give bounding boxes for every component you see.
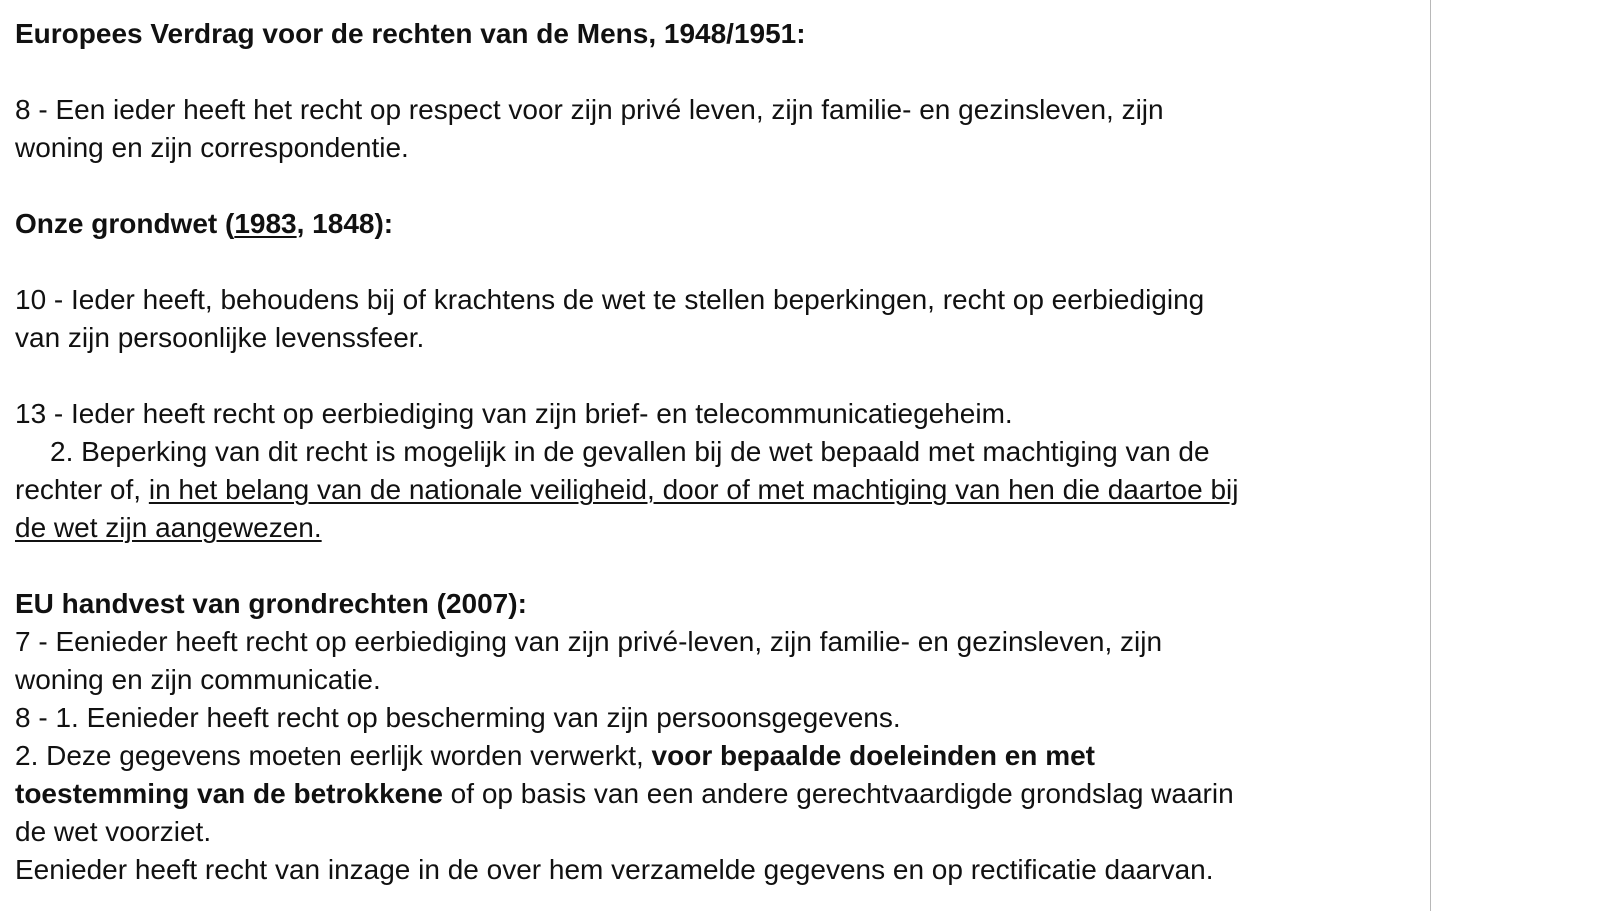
- grondwet-art10-line2: van zijn persoonlijke levenssfeer.: [15, 322, 425, 353]
- grondwet-heading-suffix: , 1848):: [296, 208, 394, 239]
- grondwet-heading-year: 1983: [234, 208, 297, 239]
- page-edge-divider: [1430, 0, 1431, 911]
- grondwet-art10-line1: 10 - Ieder heeft, behoudens bij of krachtens de wet te stellen beperkingen, recht op eerbiediging: [15, 284, 1205, 315]
- spacer: [15, 357, 1420, 395]
- spacer: [15, 547, 1420, 585]
- grondwet-art13-line4-underlined: de wet zijn aangewezen.: [15, 512, 322, 543]
- spacer: [15, 243, 1420, 281]
- grondwet-heading-prefix: Onze grondwet (: [15, 208, 235, 239]
- spacer: [15, 167, 1420, 205]
- spacer: [15, 53, 1420, 91]
- evrm-art8-line2: woning en zijn correspondentie.: [15, 132, 409, 163]
- eu-art8-line2-bold: voor bepaalde doeleinden en met: [651, 740, 1095, 771]
- eu-art8-line3: [15, 775, 1420, 813]
- grondwet-art13-line3: [15, 471, 1420, 509]
- eu-art8-line3-bold: toestemming van de betrokkene: [15, 778, 443, 809]
- grondwet-art13-line4: [15, 509, 1420, 547]
- eu-art7-line2: woning en zijn communicatie.: [15, 664, 381, 695]
- eu-art8-line1: 8 - 1. Eenieder heeft recht op bescherming van zijn persoonsgegevens.: [15, 702, 901, 733]
- evrm-art8-line1: 8 - Een ieder heeft het recht op respect voor zijn privé leven, zijn familie- en gezinsleven, zijn: [15, 94, 1164, 125]
- document-body: [15, 15, 1420, 889]
- grondwet-art13-line3-underlined: in het belang van de nationale veiligheid, door of met machtiging van hen die daartoe bij: [148, 474, 1239, 505]
- eu-heading: EU handvest van grondrechten (2007):: [15, 588, 527, 619]
- eu-art8-line2: [15, 737, 1420, 775]
- grondwet-art13-line1: 13 - Ieder heeft recht op eerbiediging van zijn brief- en telecommunicatiegeheim.: [15, 398, 1013, 429]
- grondwet-heading: [15, 205, 1420, 243]
- grondwet-art13-line3-plain: rechter of,: [15, 474, 149, 505]
- eu-art8-line4: de wet voorziet.: [15, 816, 212, 847]
- eu-art8-line2-plain: 2. Deze gegevens moeten eerlijk worden verwerkt,: [15, 740, 652, 771]
- eu-art8-line3-plain: of op basis van een andere gerechtvaardigde grondslag waarin: [442, 778, 1234, 809]
- eu-art7-line1: 7 - Eenieder heeft recht op eerbiediging van zijn privé-leven, zijn familie- en gezinsleven, zijn: [15, 626, 1163, 657]
- eu-art8-line5: Eenieder heeft recht van inzage in de over hem verzamelde gegevens en op rectificatie daarvan.: [15, 854, 1214, 885]
- grondwet-art13-line2: 2. Beperking van dit recht is mogelijk in de gevallen bij de wet bepaald met machtiging van de: [50, 436, 1210, 467]
- evrm-heading: Europees Verdrag voor de rechten van de Mens, 1948/1951:: [15, 18, 806, 49]
